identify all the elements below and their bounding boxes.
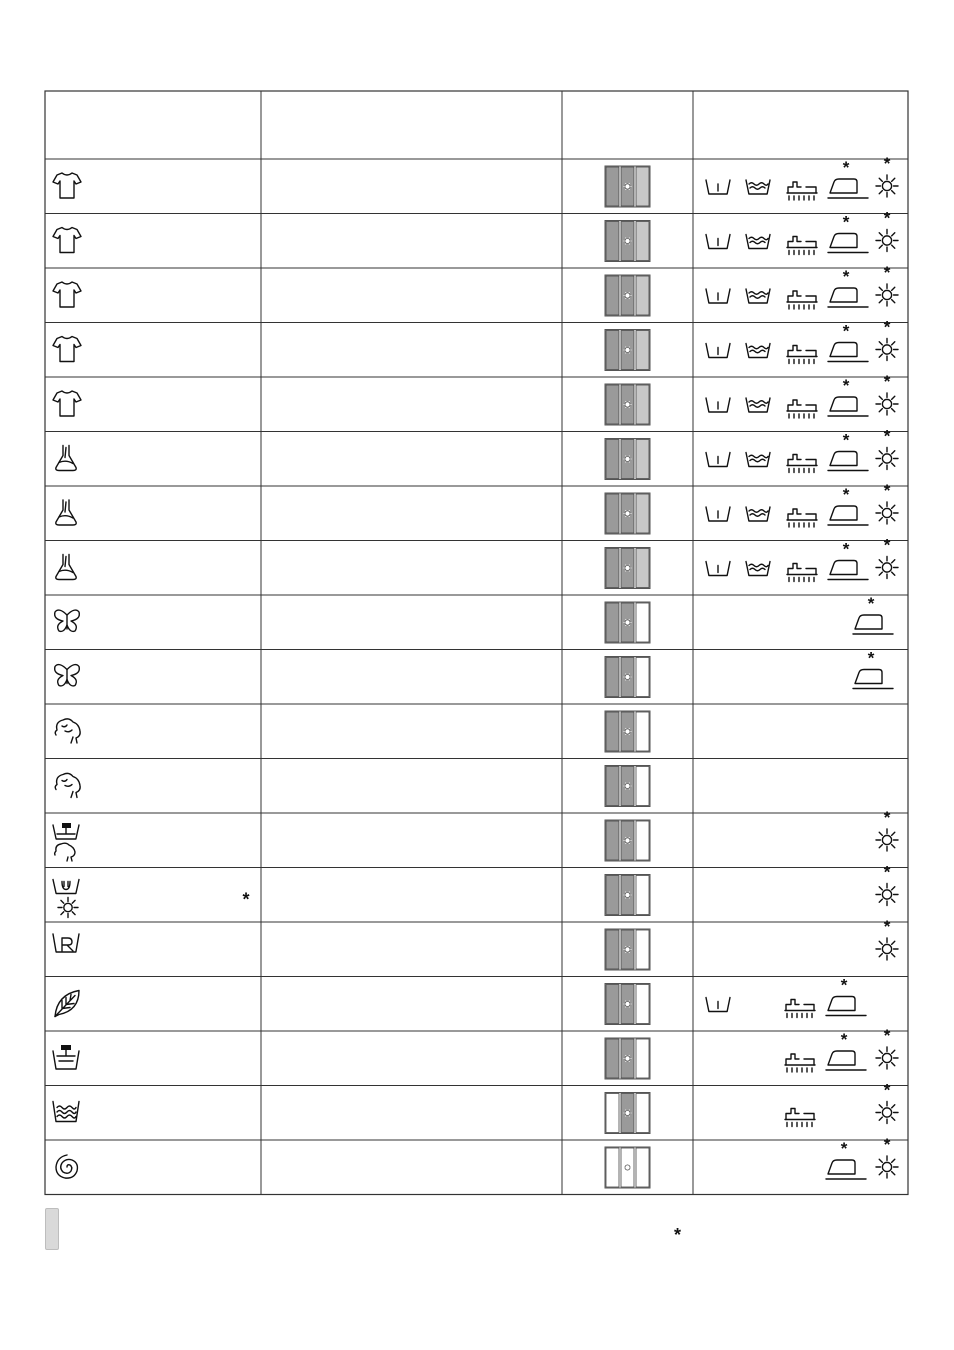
asterisk-icon: * — [842, 321, 850, 341]
tap-sheep-icon — [53, 823, 79, 861]
table-row — [53, 263, 898, 316]
table-row — [55, 711, 650, 752]
asterisk-icon: * — [883, 317, 891, 337]
drawer-compartment — [636, 930, 649, 969]
stain-option-icon — [787, 346, 817, 364]
dry-option-icon — [876, 1026, 898, 1069]
asterisk-icon: * — [883, 862, 891, 882]
table-row — [53, 917, 898, 970]
asterisk-icon: * — [842, 267, 850, 286]
dry-option-icon — [876, 808, 898, 851]
stain-option-icon — [787, 291, 817, 309]
asterisk-icon: * — [883, 208, 891, 228]
drawer-compartment — [636, 985, 649, 1024]
asterisk-icon: * — [840, 1139, 848, 1158]
iron-option-icon — [828, 376, 868, 416]
sun-icon — [876, 938, 898, 960]
detergent-drawer — [605, 1147, 650, 1188]
detergent-drawer — [605, 221, 650, 262]
sun-icon — [876, 884, 898, 906]
sun-icon — [876, 502, 898, 524]
iron-option-icon — [826, 1030, 866, 1070]
table-row — [53, 209, 898, 262]
drawer-compartment — [606, 331, 619, 370]
tap-basin-icon — [53, 1045, 79, 1069]
asterisk-icon: * — [883, 808, 891, 827]
table-row — [55, 976, 866, 1025]
drawer-compartment — [606, 930, 619, 969]
drawer-compartment — [636, 767, 649, 806]
detergent-drawer — [605, 984, 650, 1025]
sun-icon — [876, 284, 898, 306]
handwash-sun-icon — [53, 880, 79, 918]
detergent-drawer — [605, 657, 650, 698]
drawer-compartment — [606, 603, 619, 642]
asterisk-icon: * — [840, 975, 848, 995]
flask-icon — [56, 555, 76, 580]
table-row — [56, 481, 898, 534]
tshirt-icon — [53, 391, 81, 416]
drawer-compartment — [606, 712, 619, 751]
sun-icon — [876, 557, 898, 579]
intensive-option-icon — [746, 180, 770, 194]
drawer-compartment — [636, 658, 649, 697]
detergent-drawer — [605, 820, 650, 861]
drawer-compartment — [606, 985, 619, 1024]
rinse-r-icon — [53, 934, 79, 952]
drawer-compartment — [606, 549, 619, 588]
detergent-drawer — [605, 766, 650, 807]
drawer-compartment — [606, 276, 619, 315]
prewash-option-icon — [706, 289, 730, 303]
prewash-option-icon — [706, 998, 730, 1012]
drawer-compartment — [606, 658, 619, 697]
sun-icon — [876, 1156, 898, 1178]
dry-option-icon — [876, 209, 898, 252]
table-row — [56, 427, 898, 480]
drawer-compartment — [636, 876, 649, 915]
sun-icon — [876, 393, 898, 415]
iron-option-icon — [853, 649, 893, 689]
asterisk-icon: * — [842, 158, 850, 177]
asterisk-icon: * — [883, 154, 891, 173]
sun-icon — [876, 175, 898, 197]
drawer-compartment — [636, 821, 649, 860]
table-frame — [45, 91, 908, 1195]
stain-option-icon — [787, 509, 817, 527]
detergent-drawer — [605, 711, 650, 752]
iron-option-icon — [828, 213, 868, 253]
sheep-icon — [55, 719, 80, 743]
table-row — [53, 808, 898, 861]
dry-option-icon — [876, 481, 898, 524]
stain-option-icon — [787, 400, 817, 418]
asterisk-icon: * — [867, 594, 875, 613]
asterisk-icon: * — [883, 426, 891, 446]
asterisk-icon: * — [842, 430, 850, 450]
drawer-compartment — [606, 876, 619, 915]
drawer-compartment — [606, 767, 619, 806]
table-row — [53, 372, 898, 425]
asterisk-icon: * — [883, 535, 891, 555]
asterisk-icon: * — [883, 917, 891, 936]
asterisk-icon: * — [883, 1135, 891, 1154]
intensive-option-icon — [746, 562, 770, 576]
drawer-compartment — [636, 712, 649, 751]
butterfly-icon — [55, 610, 80, 631]
drawer-compartment — [636, 276, 649, 315]
intensive-option-icon — [746, 235, 770, 249]
stain-option-icon — [785, 1000, 815, 1018]
detergent-drawer — [605, 439, 650, 480]
table-row — [53, 863, 898, 918]
tap-shape — [61, 1045, 71, 1050]
table-row — [55, 766, 650, 807]
drawer-compartment — [636, 222, 649, 261]
legend-swatch — [45, 1208, 59, 1250]
detergent-drawer — [605, 384, 650, 425]
iron-option-icon — [828, 322, 868, 362]
drawer-compartment — [606, 1094, 619, 1133]
drawer-compartment — [606, 385, 619, 424]
prewash-option-icon — [706, 507, 730, 521]
stain-option-icon — [785, 1054, 815, 1072]
table-row — [53, 1026, 898, 1079]
intensive-option-icon — [746, 398, 770, 412]
detergent-drawer — [605, 275, 650, 316]
flask-icon — [56, 446, 76, 471]
stain-option-icon — [787, 182, 817, 200]
butterfly-icon — [55, 665, 80, 686]
drawer-compartment — [636, 385, 649, 424]
leaf-icon — [55, 991, 79, 1017]
asterisk-icon: * — [842, 376, 850, 395]
detergent-drawer — [605, 330, 650, 371]
prewash-option-icon — [706, 180, 730, 194]
tshirt-icon — [53, 228, 81, 253]
iron-option-icon — [828, 267, 868, 307]
sun-icon — [876, 1102, 898, 1124]
detergent-drawer — [605, 493, 650, 534]
table-row — [55, 649, 893, 698]
iron-option-icon — [826, 976, 866, 1016]
table-row — [56, 536, 898, 589]
prewash-option-icon — [706, 453, 730, 467]
detergent-drawer — [605, 1093, 650, 1134]
iron-option-icon — [828, 540, 868, 580]
drawer-compartment — [636, 494, 649, 533]
prewash-option-icon — [706, 235, 730, 249]
prewash-option-icon — [706, 398, 730, 412]
drawer-compartment — [636, 331, 649, 370]
prewash-option-icon — [706, 562, 730, 576]
asterisk-icon: * — [840, 1030, 848, 1049]
asterisk-icon: * — [842, 539, 850, 559]
drawer-compartment — [636, 1039, 649, 1078]
intensive-option-icon — [746, 507, 770, 521]
dry-option-icon — [876, 263, 898, 306]
table-row — [53, 1081, 898, 1134]
iron-option-icon — [828, 158, 868, 198]
tshirt-icon — [53, 337, 81, 362]
asterisk-icon: * — [883, 481, 891, 500]
table-row — [53, 154, 898, 207]
asterisk-icon: * — [883, 372, 891, 391]
detergent-drawer — [605, 929, 650, 970]
drawer-compartment — [606, 821, 619, 860]
table-row — [55, 594, 893, 643]
drawer-compartment — [636, 603, 649, 642]
tap-shape — [62, 823, 71, 828]
drawer-compartment — [606, 167, 619, 206]
detergent-drawer — [605, 166, 650, 207]
tshirt-icon — [53, 282, 81, 307]
sun-icon — [876, 339, 898, 361]
drawer-compartment — [606, 222, 619, 261]
intensive-option-icon — [746, 453, 770, 467]
dry-option-icon — [876, 154, 898, 197]
iron-option-icon — [826, 1139, 866, 1179]
dry-option-icon — [876, 1081, 898, 1124]
drawer-compartment — [636, 1148, 649, 1187]
asterisk-icon: * — [883, 263, 891, 282]
sun-icon — [876, 230, 898, 252]
dry-option-icon — [876, 917, 898, 960]
iron-option-icon — [853, 594, 893, 634]
intensive-option-icon — [746, 289, 770, 303]
sun-icon — [58, 898, 78, 918]
prewash-option-icon — [706, 344, 730, 358]
flask-icon — [56, 500, 76, 525]
sun-icon — [876, 448, 898, 470]
asterisk-icon: * — [842, 212, 850, 232]
drawer-compartment — [606, 1148, 619, 1187]
drawer-compartment — [606, 440, 619, 479]
asterisk-icon: * — [842, 485, 850, 504]
dry-option-icon — [876, 372, 898, 415]
asterisk-icon: * — [867, 648, 875, 668]
drawer-compartment — [636, 549, 649, 588]
table-row — [53, 318, 898, 371]
sheep-icon — [55, 773, 80, 797]
detergent-drawer — [605, 875, 650, 916]
dry-option-icon — [876, 536, 898, 579]
dry-option-icon — [876, 1135, 898, 1178]
detergent-drawer — [605, 548, 650, 589]
dry-option-icon — [876, 863, 898, 906]
wavy-water-icon — [53, 1102, 79, 1122]
tshirt-icon — [53, 173, 81, 198]
sun-icon — [876, 829, 898, 851]
stain-option-icon — [787, 564, 817, 582]
stain-option-icon — [785, 1109, 815, 1127]
stain-option-icon — [787, 455, 817, 473]
drawer-compartment — [636, 440, 649, 479]
sheep-icon — [55, 843, 75, 861]
legend-star: * — [674, 1225, 682, 1245]
intensive-option-icon — [746, 344, 770, 358]
drawer-compartment — [636, 1094, 649, 1133]
drawer-compartment — [606, 1039, 619, 1078]
detergent-drawer — [605, 1038, 650, 1079]
detergent-drawer — [605, 602, 650, 643]
asterisk-icon: * — [883, 1080, 891, 1100]
sun-icon — [876, 1047, 898, 1069]
iron-option-icon — [828, 485, 868, 525]
stain-option-icon — [787, 237, 817, 255]
spiral-icon — [56, 1155, 77, 1178]
drawer-compartment — [606, 494, 619, 533]
dry-option-icon — [876, 318, 898, 361]
dry-option-icon — [876, 427, 898, 470]
asterisk-icon: * — [242, 889, 250, 910]
iron-option-icon — [828, 431, 868, 471]
drawer-compartment — [636, 167, 649, 206]
table-row — [56, 1135, 898, 1188]
asterisk-icon: * — [883, 1026, 891, 1045]
